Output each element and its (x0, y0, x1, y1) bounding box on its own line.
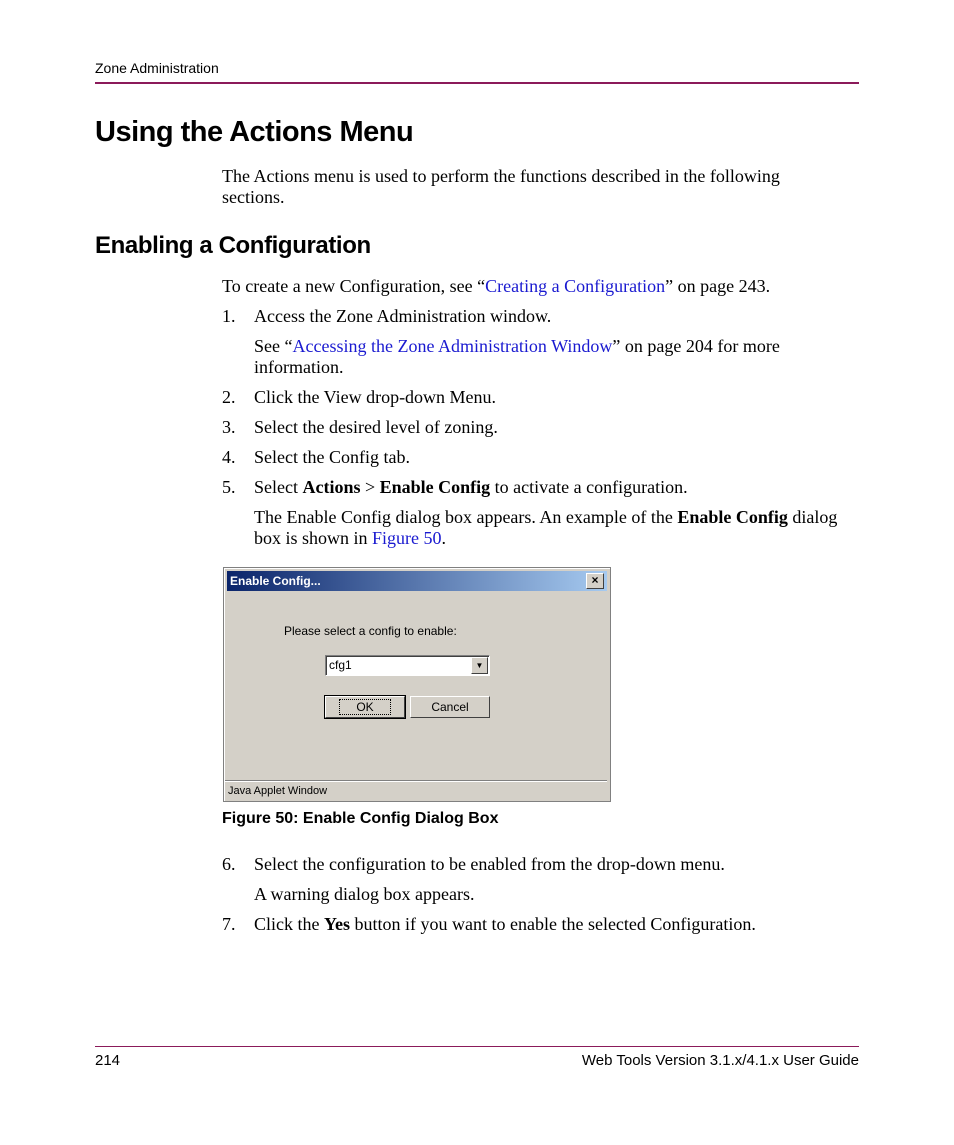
step-text: Click the View drop-down Menu. (254, 387, 497, 407)
step-text: Select the configuration to be enabled from the drop-down menu. (254, 854, 725, 874)
lead-paragraph: To create a new Configuration, see “Creating a Configuration” on page 243. (222, 276, 771, 296)
link-figure-50[interactable]: Figure 50 (372, 528, 442, 548)
dialog-titlebar (227, 571, 607, 591)
step-note: See “Accessing the Zone Administration Window” on page 204 for more information. (254, 336, 780, 377)
step-text: Click the Yes button if you want to enable the selected Configuration. (254, 914, 756, 934)
link-creating-configuration[interactable]: Creating a Configuration (485, 276, 666, 296)
page-number: 214 (95, 1052, 121, 1069)
intro-paragraph: The Actions menu is used to perform the functions described in the following sections. (222, 166, 780, 207)
link-accessing-zone-admin[interactable]: Accessing the Zone Administration Window (292, 336, 613, 356)
footer-title: Web Tools Version 3.1.x/4.1.x User Guide (581, 1052, 859, 1069)
header-rule (95, 82, 859, 84)
dialog-prompt: Please select a config to enable: (284, 624, 457, 638)
step-number: 4. (222, 447, 236, 467)
applet-status: Java Applet Window (228, 785, 328, 797)
step-text: Select Actions > Enable Config to activate a configuration. (254, 477, 688, 497)
config-select[interactable] (325, 655, 490, 676)
chevron-down-icon[interactable]: ▼ (471, 657, 488, 674)
step-text: Select the Config tab. (254, 447, 410, 467)
step-number: 1. (222, 306, 236, 326)
footer-rule (95, 1046, 859, 1047)
page-title: Using the Actions Menu (95, 116, 414, 148)
running-header: Zone Administration (95, 60, 219, 76)
step-text: Access the Zone Administration window. (254, 306, 552, 326)
step-note: A warning dialog box appears. (254, 884, 475, 904)
config-select-value: cfg1 (329, 658, 352, 672)
step-number: 5. (222, 477, 236, 497)
status-divider (225, 780, 607, 781)
step-note: The Enable Config dialog box appears. An example of the Enable Config dialog box is shown in Figure 50. (254, 507, 838, 548)
section-heading: Enabling a Configuration (95, 232, 371, 259)
cancel-button[interactable]: Cancel (410, 696, 490, 718)
enable-config-dialog (223, 567, 611, 802)
step-number: 7. (222, 914, 236, 934)
step-number: 3. (222, 417, 236, 437)
step-text: Select the desired level of zoning. (254, 417, 498, 437)
step-number: 2. (222, 387, 236, 407)
step-number: 6. (222, 854, 236, 874)
close-icon[interactable]: × (586, 573, 604, 589)
ok-button[interactable]: OK (325, 696, 405, 718)
figure-caption: Figure 50: Enable Config Dialog Box (222, 810, 499, 827)
dialog-title: Enable Config... (230, 574, 321, 588)
